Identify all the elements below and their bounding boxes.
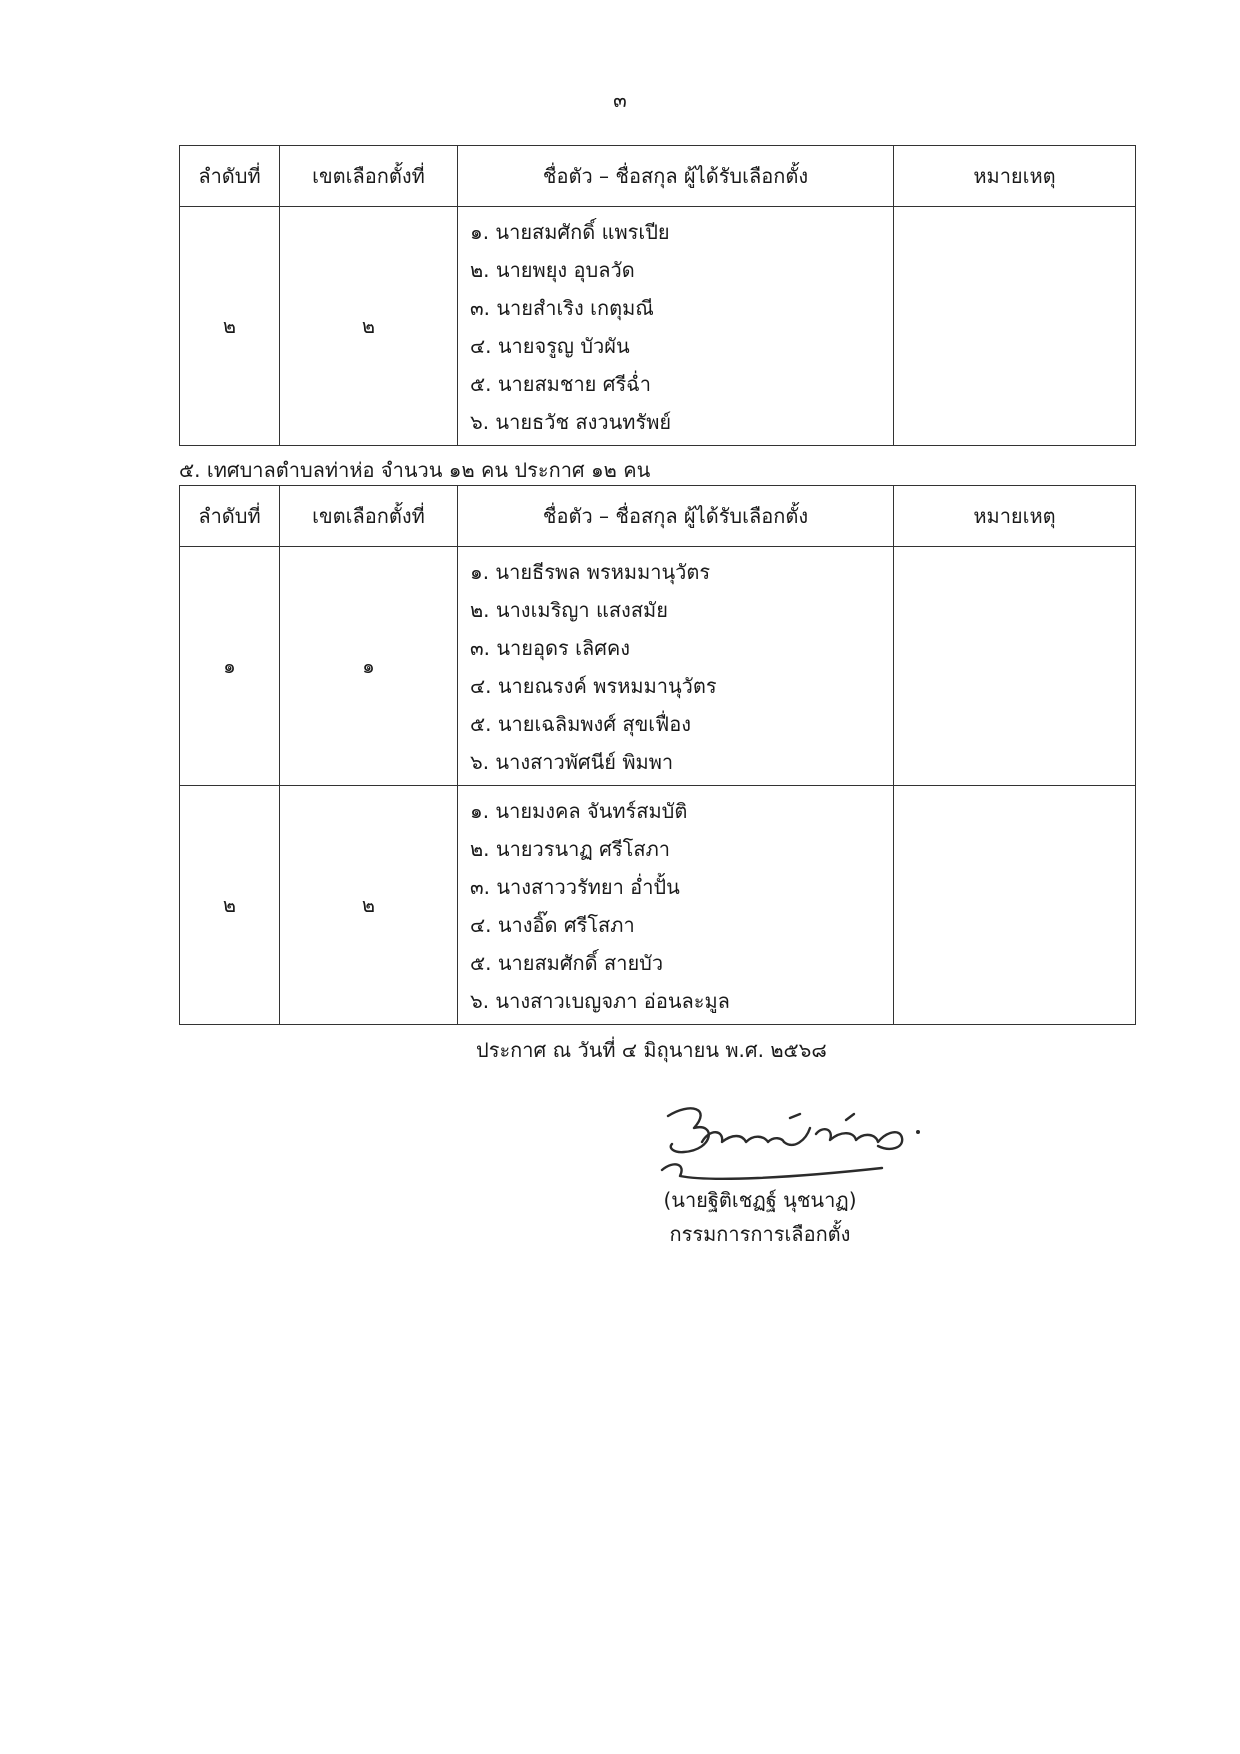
table-row bbox=[180, 786, 1136, 1025]
list-item: ๑. นายสมศักดิ์ แพรเปีย bbox=[470, 220, 670, 244]
header-remarks: หมายเหตุ bbox=[894, 146, 1136, 207]
list-item: ๒. นายพยุง อุบลวัด bbox=[470, 258, 635, 282]
handwritten-signature bbox=[650, 1098, 930, 1188]
table-row bbox=[180, 207, 1136, 446]
cell-district: ๑ bbox=[280, 547, 458, 786]
cell-remarks bbox=[894, 547, 1136, 786]
list-item: ๔. นายจรูญ บัวผัน bbox=[470, 334, 630, 358]
list-item: ๓. นายอุดร เลิศคง bbox=[470, 636, 631, 660]
header-district: เขตเลือกตั้งที่ bbox=[280, 146, 458, 207]
cell-district: ๒ bbox=[280, 786, 458, 1025]
page-number: ๓ bbox=[613, 88, 627, 112]
cell-names bbox=[458, 207, 894, 446]
announcement-date: ประกาศ ณ วันที่ ๔ มิถุนายน พ.ศ. ๒๕๖๘ bbox=[476, 1038, 827, 1062]
table-header-row bbox=[180, 146, 1136, 207]
signer-title: กรรมการการเลือกตั้ง bbox=[669, 1222, 851, 1246]
list-item: ๒. นายวรนาฏ ศรีโสภา bbox=[470, 837, 670, 861]
header-names: ชื่อตัว – ชื่อสกุล ผู้ได้รับเลือกตั้ง bbox=[458, 146, 894, 207]
cell-remarks bbox=[894, 786, 1136, 1025]
header-order: ลำดับที่ bbox=[180, 146, 280, 207]
table-row bbox=[180, 547, 1136, 786]
cell-names bbox=[458, 547, 894, 786]
list-item: ๒. นางเมริญา แสงสมัย bbox=[470, 598, 668, 622]
results-table-1 bbox=[179, 145, 1136, 446]
header-district: เขตเลือกตั้งที่ bbox=[280, 486, 458, 547]
list-item: ๖. นายธวัช สงวนทรัพย์ bbox=[470, 410, 672, 434]
header-remarks: หมายเหตุ bbox=[894, 486, 1136, 547]
list-item: ๑. นายมงคล จันทร์สมบัติ bbox=[470, 799, 688, 823]
signer-name: (นายฐิติเชฏฐ์ นุชนาฏ) bbox=[663, 1188, 857, 1212]
cell-names bbox=[458, 786, 894, 1025]
section-heading: ๕. เทศบาลตำบลท่าห่อ จำนวน ๑๒ คน ประกาศ ๑๒ คน bbox=[179, 458, 651, 482]
header-names: ชื่อตัว – ชื่อสกุล ผู้ได้รับเลือกตั้ง bbox=[458, 486, 894, 547]
list-item: ๕. นายสมชาย ศรีฉ่ำ bbox=[470, 372, 652, 396]
cell-order: ๑ bbox=[180, 547, 280, 786]
list-item: ๓. นายสำเริง เกตุมณี bbox=[470, 296, 654, 320]
table-header-row bbox=[180, 486, 1136, 547]
list-item: ๖. นางสาวพัศนีย์ พิมพา bbox=[470, 750, 674, 774]
cell-remarks bbox=[894, 207, 1136, 446]
cell-order: ๒ bbox=[180, 207, 280, 446]
list-item: ๔. นายณรงค์ พรหมมานุวัตร bbox=[470, 674, 717, 698]
list-item: ๕. นายสมศักดิ์ สายบัว bbox=[470, 951, 664, 975]
cell-order: ๒ bbox=[180, 786, 280, 1025]
list-item: ๕. นายเฉลิมพงศ์ สุขเฟื่อง bbox=[470, 712, 692, 736]
header-order: ลำดับที่ bbox=[180, 486, 280, 547]
results-table-2 bbox=[179, 485, 1136, 1025]
list-item: ๓. นางสาววรัทยา อ่ำปั้น bbox=[470, 875, 680, 899]
list-item: ๔. นางอิ๊ด ศรีโสภา bbox=[470, 913, 635, 937]
cell-district: ๒ bbox=[280, 207, 458, 446]
list-item: ๑. นายธีรพล พรหมมานุวัตร bbox=[470, 560, 711, 584]
list-item: ๖. นางสาวเบญจภา อ่อนละมูล bbox=[470, 989, 730, 1013]
